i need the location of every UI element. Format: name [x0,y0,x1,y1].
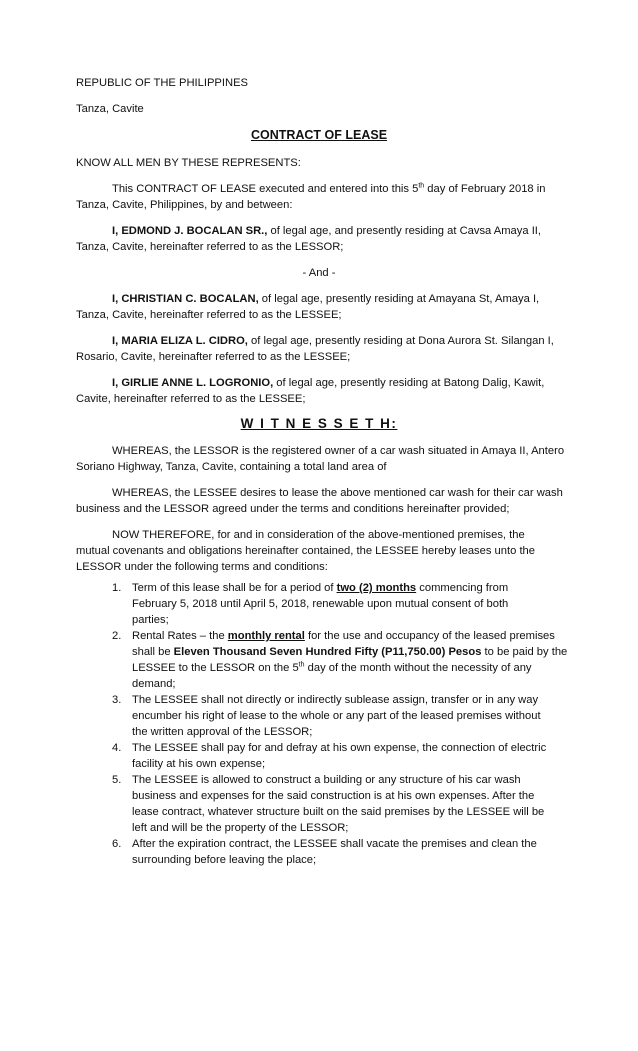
whereas-2-line-1: WHEREAS, the LESSEE desires to lease the above mentioned car wash for their car wash [112,487,563,499]
term-6-line-2: surrounding before leaving the place; [132,854,317,866]
term-1-line-1: Term of this lease shall be for a period of two (2) months commencing from [132,582,509,594]
and-separator: - And - [302,267,336,279]
know-all-line: KNOW ALL MEN BY THESE REPRESENTS: [76,157,301,169]
intro-line-2: Tanza, Cavite, Philippines, by and between: [76,199,293,211]
lessee-2-line-1: I, MARIA ELIZA L. CIDRO, of legal age, presently residing at Dona Aurora St. Silangan I, [112,335,554,347]
term-1-number: 1. [112,582,122,594]
term-6-number: 6. [112,838,122,850]
witnesseth-heading: W I T N E S S E T H: [240,416,398,431]
lessee-3-name: I, GIRLIE ANNE L. LOGRONIO, [112,377,274,389]
term-4-number: 4. [112,742,122,754]
term-5-line-4: left and will be the property of the LESSOR; [132,822,349,834]
lessor-line-2: Tanza, Cavite, hereinafter referred to as the LESSOR; [76,241,344,253]
now-line-2: mutual covenants and obligations hereinafter contained, the LESSEE hereby leases unto the [76,545,535,557]
now-line-1: NOW THEREFORE, for and in consideration of the above-mentioned premises, the [112,529,525,541]
term-6-line-1: After the expiration contract, the LESSEE shall vacate the premises and clean the [132,838,537,850]
lessor-name: I, EDMOND J. BOCALAN SR., [112,225,268,237]
lessee-2-line-2: Rosario, Cavite, hereinafter referred to as the LESSEE; [76,351,351,363]
term-5-line-3: lease contract, whatever structure built on the said premises by the LESSEE will be [132,806,545,818]
intro-line-1: This CONTRACT OF LEASE executed and entered into this 5th day of February 2018 in [112,182,546,195]
term-2-line-4: demand; [132,678,176,690]
term-4-line-1: The LESSEE shall pay for and defray at his own expense, the connection of electric [132,742,547,754]
lessee-3-line-2: Cavite, hereinafter referred to as the LESSEE; [76,393,306,405]
term-1-line-3: parties; [132,614,169,626]
lessor-line-1: I, EDMOND J. BOCALAN SR., of legal age, and presently residing at Cavsa Amaya II, [112,225,542,237]
term-2-line-2: shall be Eleven Thousand Seven Hundred Fifty (P11,750.00) Pesos to be paid by the [132,646,568,658]
term-5-number: 5. [112,774,122,786]
whereas-2-line-2: business and the LESSOR agreed under the terms and conditions hereinafter provided; [76,503,510,515]
term-5-line-1: The LESSEE is allowed to construct a building or any structure of his car wash [132,774,521,786]
whereas-1-line-1: WHEREAS, the LESSOR is the registered owner of a car wash situated in Amaya II, Antero [112,445,565,457]
term-3-number: 3. [112,694,122,706]
term-2-line-1: Rental Rates – the monthly rental for the use and occupancy of the leased premises [132,630,555,642]
term-3-line-2: encumber his right of lease to the whole or any part of the leased premises without [132,710,541,722]
term-4-line-2: facility at his own expense; [132,758,266,770]
lessee-1-name: I, CHRISTIAN C. BOCALAN, [112,293,259,305]
republic-heading: REPUBLIC OF THE PHILIPPINES [76,77,249,89]
now-line-3: LESSOR under the following terms and conditions: [76,561,328,573]
place-line: Tanza, Cavite [76,103,144,115]
term-3-line-1: The LESSEE shall not directly or indirectly sublease assign, transfer or in any way [132,694,539,706]
term-1-line-2: February 5, 2018 until April 5, 2018, renewable upon mutual consent of both [132,598,509,610]
lessee-3-line-1: I, GIRLIE ANNE L. LOGRONIO, of legal age, presently residing at Batong Dalig, Kawit, [112,377,545,389]
whereas-1-line-2: Soriano Highway, Tanza, Cavite, containing a total land area of [76,461,387,473]
lessee-1-line-1: I, CHRISTIAN C. BOCALAN, of legal age, presently residing at Amayana St, Amaya I, [112,293,540,305]
term-5-line-2: business and expenses for the said construction is at his own expenses. After the [132,790,535,802]
term-2-line-3: LESSEE to the LESSOR on the 5th day of the month without the necessity of any [132,661,532,674]
term-3-line-3: the written approval of the LESSOR; [132,726,313,738]
lessee-2-name: I, MARIA ELIZA L. CIDRO, [112,335,248,347]
contract-title: CONTRACT OF LEASE [250,128,388,142]
term-2-number: 2. [112,630,122,642]
lessee-1-line-2: Tanza, Cavite, hereinafter referred to as the LESSEE; [76,309,342,321]
